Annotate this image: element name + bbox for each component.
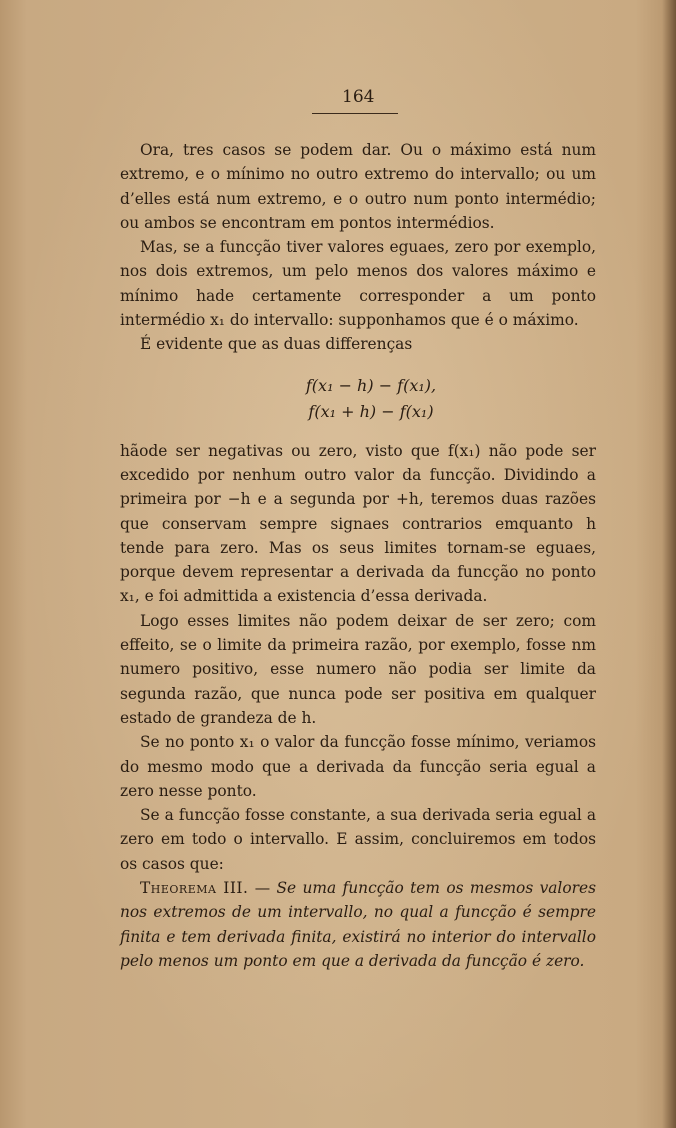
paragraph: É evidente que as duas differenças — [140, 335, 413, 354]
formula-block — [120, 373, 596, 425]
header-rule — [312, 113, 398, 114]
body-text — [120, 138, 596, 973]
page-edge-shadow — [662, 0, 676, 1128]
paragraph: Mas, se a funcção tiver valores eguaes, zero por exemplo, nos dois extremos, um pelo menos dos valores máximo e mínimo hade certamente corresponder a um ponto intermédio x₁ do intervallo: supponhamos que é o máximo. — [120, 238, 596, 330]
theorem-label: Theorema III. — [140, 879, 249, 898]
page-number: 164 — [342, 87, 375, 107]
paragraph: hãode ser negativas ou zero, visto que f(x₁) não pode ser excedido por nenhum outro valor da funcção. Dividindo a primeira por −h e a segunda por +h, teremos duas razões que conservam sempre signaes contrarios emquanto h tende para zero. Mas os seus limites tornam-se eguaes, porque devem representar a derivada da funcção no ponto x₁, e foi admittida a existencia d’essa derivada. — [120, 441, 596, 606]
paragraph: Se no ponto x₁ o valor da funcção fosse mínimo, veriamos do mesmo modo que a derivada da funcção seria egual a zero nesse ponto. — [120, 733, 596, 800]
theorem-text: Se uma funcção tem os mesmos valores nos extremos de um intervallo, no qual a funcção é sempre finita e tem derivada finita, existirá no interior do intervallo pelo menos um ponto em que a derivada da funcção é zero. — [120, 879, 596, 970]
theorem — [120, 876, 596, 973]
paragraph: Se a funcção fosse constante, a sua derivada seria egual a zero em todo o intervallo. E assim, concluiremos em todos os casos que: — [120, 806, 596, 873]
paragraph: Logo esses limites não podem deixar de ser zero; com effeito, se o limite da primeira razão, por exemplo, fosse nm numero positivo, esse numero não podia ser limite da segunda razão, que nunca pode ser positiva em qualquer estado de grandeza de h. — [120, 611, 596, 727]
formula-line: f(x₁ − h) − f(x₁), — [305, 375, 437, 395]
theorem-dash: — — [248, 879, 277, 898]
paragraph: Ora, tres casos se podem dar. Ou o máximo está num extremo, e o mínimo no outro extremo do intervallo; ou um d’elles está num extremo, e o outro num ponto intermédio; ou ambos se encontram em pontos intermédios. — [120, 141, 596, 232]
formula-line: f(x₁ + h) − f(x₁) — [308, 401, 434, 421]
